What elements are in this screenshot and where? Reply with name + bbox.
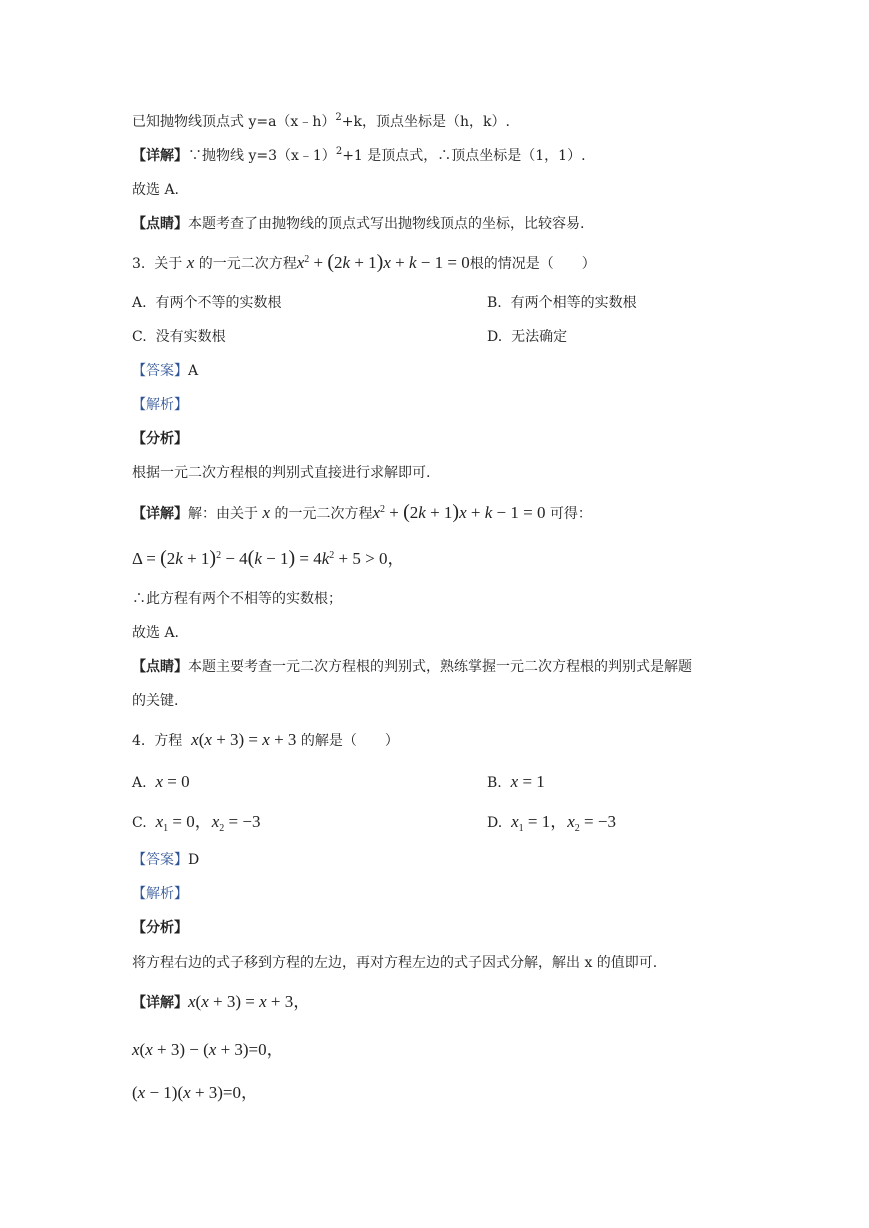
- answer-value: A: [188, 363, 199, 379]
- q3-detail: [132, 502, 592, 524]
- text: 根的情况是（ ）: [469, 256, 596, 272]
- option-letter: D.: [487, 815, 503, 831]
- text: ∵抛物线 y=3（x﹣1）: [188, 148, 336, 164]
- text: 的一元二次方程: [198, 256, 297, 272]
- q3-dianjing: [132, 657, 692, 677]
- question-number: 4.: [132, 733, 146, 749]
- q4-detail: [132, 992, 310, 1013]
- text: 的解是（ ）: [300, 733, 399, 749]
- text: 可得：: [549, 506, 592, 522]
- option-letter: A.: [132, 295, 147, 311]
- answer-tag: 【答案】: [132, 852, 188, 868]
- q3-option-b: [487, 293, 637, 313]
- fenxi-tag: 【分析】: [132, 431, 188, 447]
- option-letter: D.: [487, 329, 503, 345]
- math-var: x: [186, 253, 195, 272]
- option-math: $x_1 = 1$，$x_2 = -3$: [511, 812, 616, 834]
- answer-value: D: [188, 852, 200, 868]
- math-var: x: [262, 503, 270, 522]
- option-text: 没有实数根: [155, 329, 226, 345]
- q4-answer: [132, 850, 199, 870]
- fenxi-text: 将方程右边的式子移到方程的左边，再对方程左边的式子因式分解，解出 x 的值即可.: [132, 955, 658, 971]
- text: 本题考查了由抛物线的顶点式写出抛物线顶点的坐标，比较容易.: [188, 216, 585, 232]
- dianjing-tag: 【点睛】: [132, 216, 188, 232]
- superscript: 2: [335, 146, 343, 157]
- fenxi-text: 根据一元二次方程根的判别式直接进行求解即可.: [132, 465, 431, 481]
- dianjing-line: [132, 214, 584, 234]
- text: +1 是顶点式，∴顶点坐标是（1，1）.: [342, 148, 586, 164]
- dianjing-tag: 【点睛】: [132, 659, 188, 675]
- option-math: x = 0: [155, 772, 190, 791]
- option-text: 无法确定: [511, 329, 568, 345]
- option-text: 有两个不等的实数根: [155, 295, 282, 311]
- option-letter: B.: [487, 775, 502, 791]
- answer-tag: 【答案】: [132, 363, 188, 379]
- superscript: 2: [335, 112, 342, 123]
- detail-line: [132, 146, 586, 166]
- choose-line: 故选 A.: [132, 625, 180, 641]
- jiexi-tag: 【解析】: [132, 886, 188, 902]
- q4-option-d: [487, 812, 616, 833]
- detail-tag: 【详解】: [132, 148, 188, 164]
- text: +k，顶点坐标是（h，k）.: [341, 114, 510, 130]
- intro-line-1: [132, 112, 510, 132]
- q3-stem: [132, 252, 596, 274]
- jiexi-tag: 【解析】: [132, 397, 188, 413]
- option-letter: C.: [132, 815, 147, 831]
- q4-option-a: [132, 772, 190, 793]
- fenxi-tag: 【分析】: [132, 920, 188, 936]
- option-letter: C.: [132, 329, 147, 345]
- q3-option-c: [132, 327, 226, 347]
- option-math: $x_1 = 0$，$x_2 = -3$: [155, 812, 261, 834]
- choose-line: 故选 A.: [132, 182, 180, 198]
- question-number: 3.: [132, 256, 146, 272]
- q4-equation: x(x + 3) = x + 3: [191, 730, 297, 749]
- option-text: 有两个相等的实数根: [510, 295, 637, 311]
- q3-detail-equation: $x^2 + (2k + 1)x + k - 1 = 0$: [372, 501, 546, 523]
- step-1: x(x + 3) = x + 3，: [188, 992, 311, 1011]
- dianjing-text: 的关键.: [132, 693, 179, 709]
- detail-tag: 【详解】: [132, 506, 188, 522]
- q3-option-a: [132, 293, 281, 313]
- detail-tag: 【详解】: [132, 995, 188, 1011]
- q3-option-d: [487, 327, 567, 347]
- text: 本题主要考查一元二次方程根的判别式，熟练掌握一元二次方程根的判别式是解题: [188, 659, 692, 675]
- option-letter: A.: [132, 775, 147, 791]
- q4-option-c: [132, 812, 260, 833]
- q4-option-b: [487, 772, 545, 793]
- option-letter: B.: [487, 295, 502, 311]
- step-2: x(x + 3) − (x + 3)=0，: [132, 1040, 284, 1059]
- text: 关于: [154, 256, 183, 272]
- q3-equation: $x^2 + (2k + 1)x + k - 1 = 0$: [296, 251, 470, 273]
- q3-delta: $\Delta = (2k + 1)^2 - 4(k - 1) = 4k^2 + 5 > 0$，: [132, 547, 405, 569]
- text: 的一元二次方程: [274, 506, 373, 522]
- option-math: x = 1: [510, 772, 545, 791]
- text: 解：由关于: [188, 506, 258, 522]
- text: 已知抛物线顶点式 y=a（x﹣h）: [132, 114, 336, 130]
- text: 方程: [154, 733, 183, 749]
- q3-answer: [132, 361, 198, 381]
- conclusion: ∴此方程有两个不相等的实数根；: [132, 591, 342, 607]
- q4-stem: [132, 730, 399, 751]
- step-3: (x − 1)(x + 3)=0，: [132, 1083, 259, 1102]
